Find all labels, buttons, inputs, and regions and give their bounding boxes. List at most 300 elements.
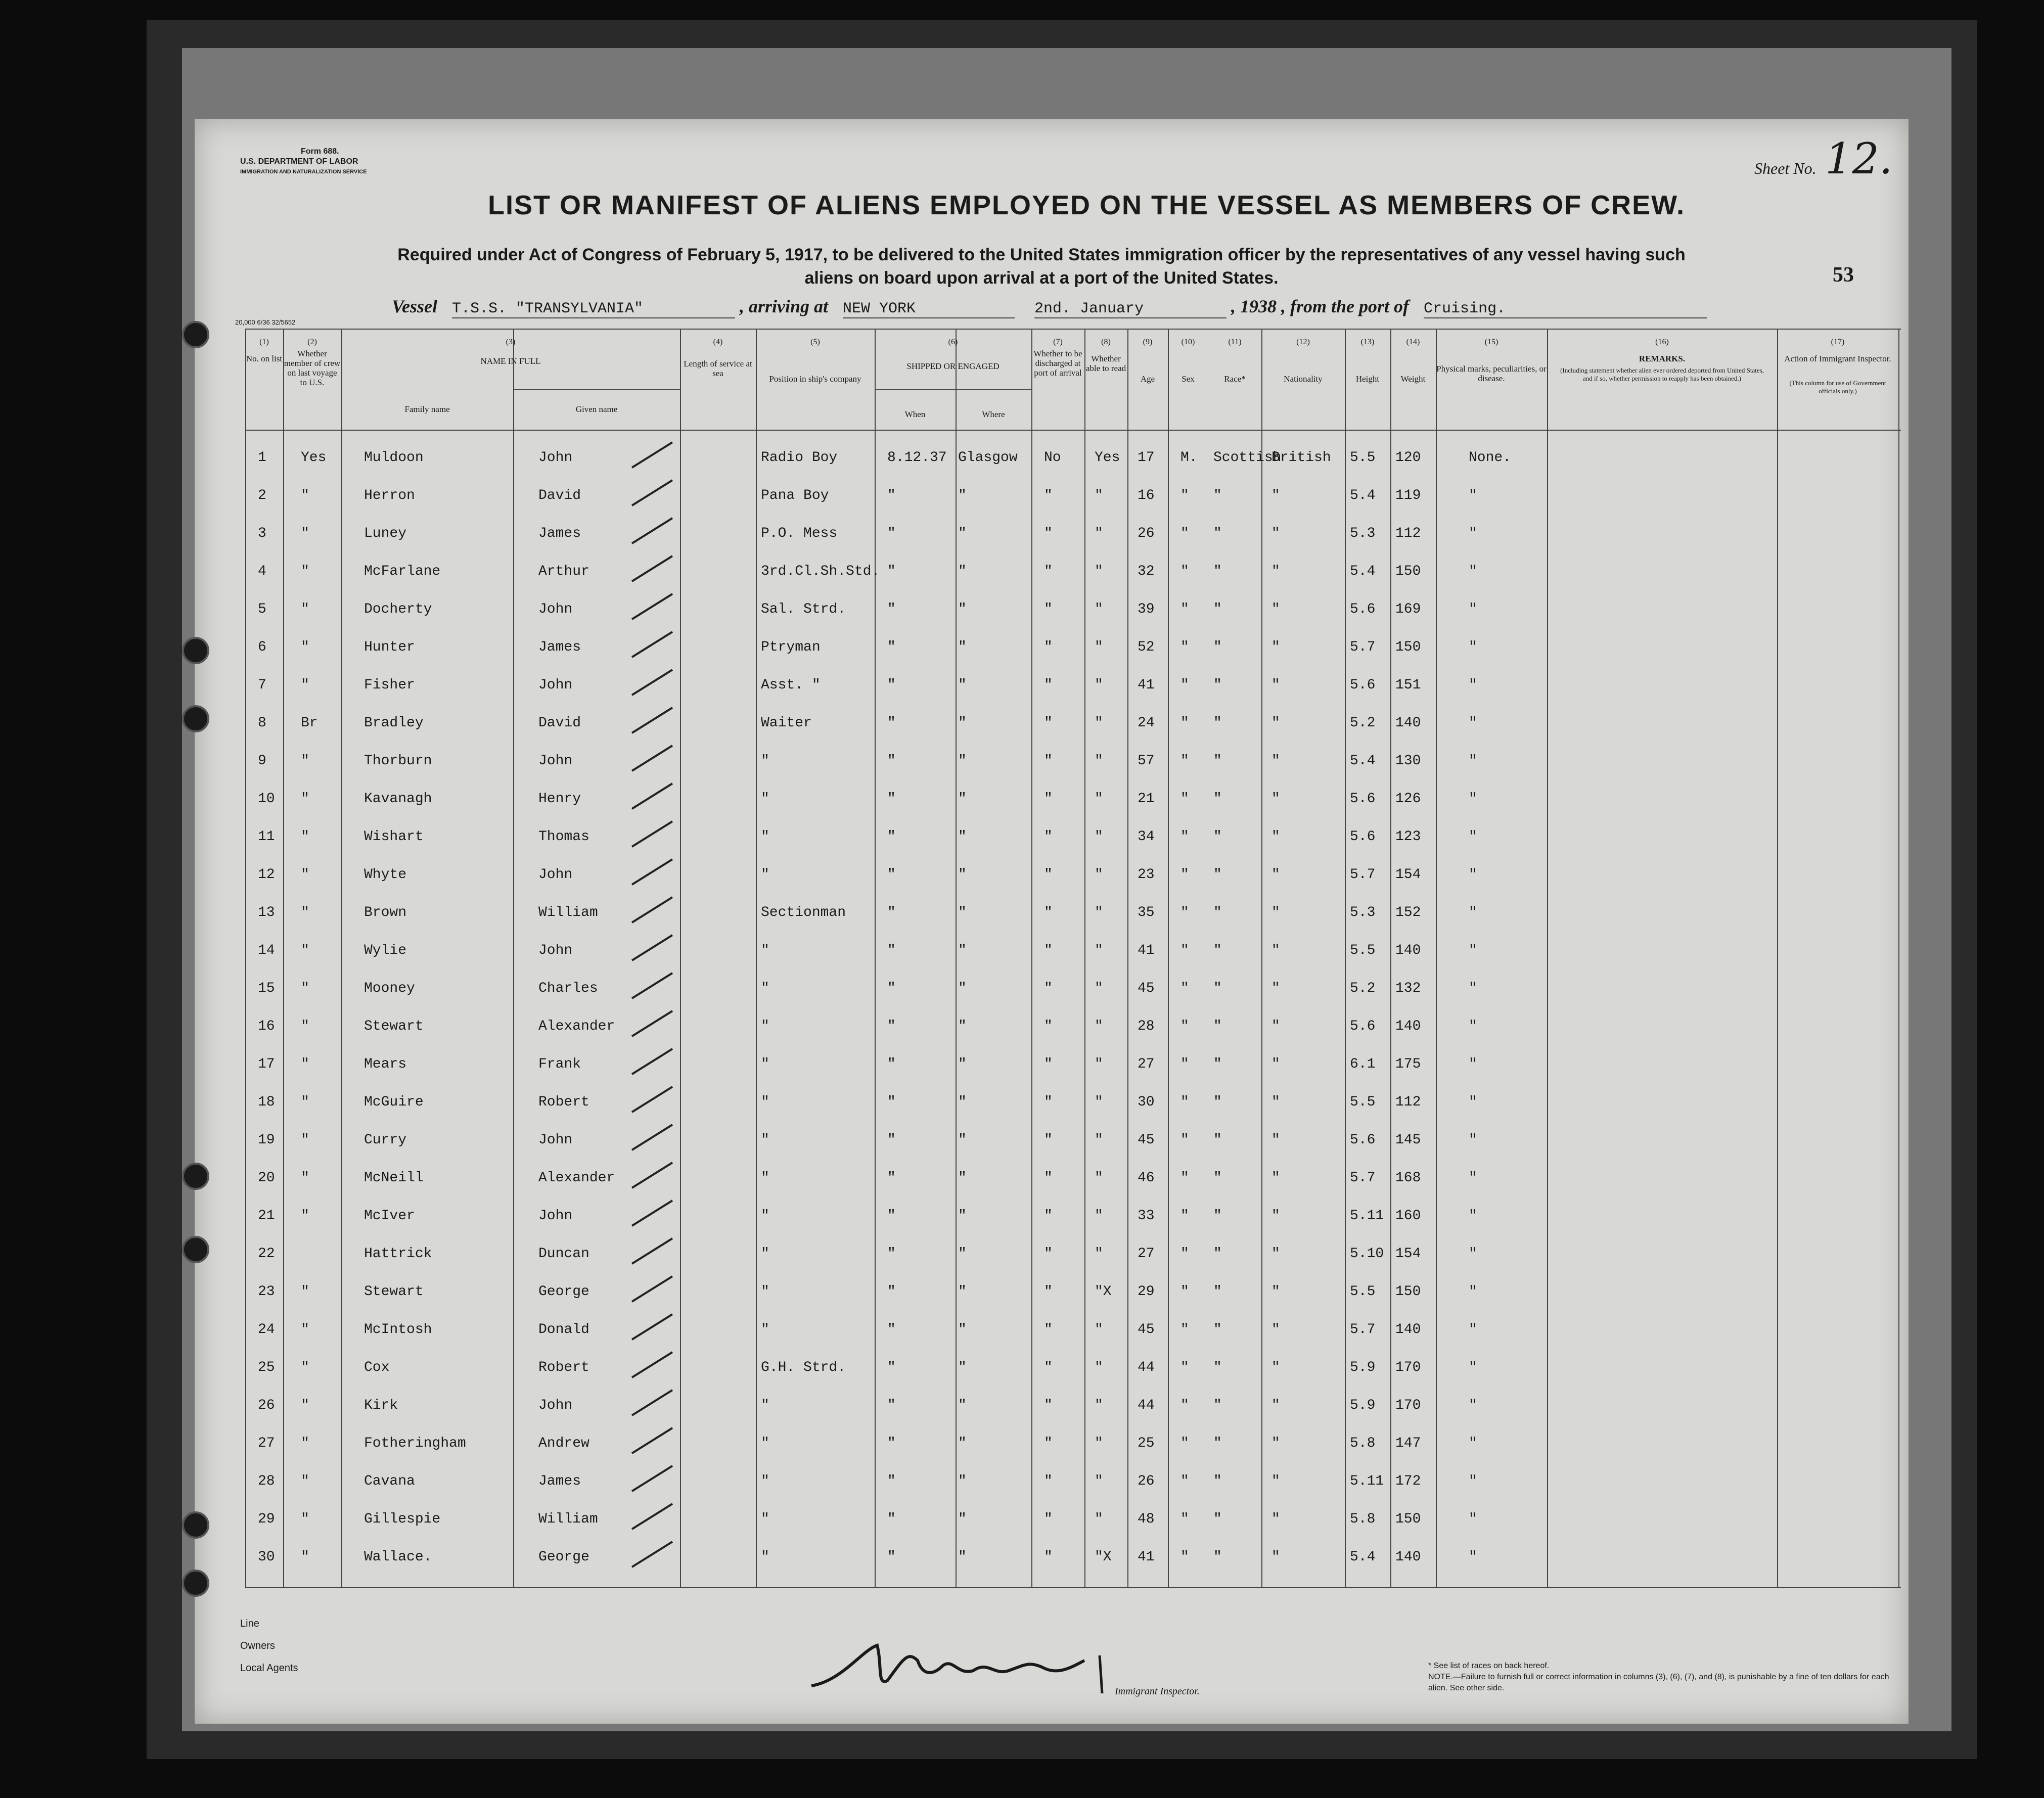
discharged-cell: " — [1044, 905, 1053, 920]
weight-cell: 140 — [1395, 715, 1421, 731]
prior-voyage-cell: " — [301, 1473, 309, 1489]
able-to-read-cell: " — [1095, 1170, 1103, 1186]
punch-hole — [182, 1163, 209, 1190]
col1-number: (1) — [259, 338, 269, 346]
shipped-when-cell: " — [887, 905, 896, 920]
age-cell: 45 — [1138, 1322, 1155, 1338]
given-name-cell: John — [538, 1132, 573, 1148]
height-cell: 5.8 — [1350, 1511, 1376, 1527]
check-mark-icon — [629, 705, 675, 735]
shipped-where-cell: " — [958, 1549, 967, 1565]
nationality-cell: " — [1271, 1132, 1280, 1148]
height-cell: 5.4 — [1350, 1549, 1376, 1565]
table-row — [245, 1056, 1901, 1092]
weight-cell: 175 — [1395, 1056, 1421, 1072]
sex-cell: " — [1180, 1398, 1189, 1413]
discharged-cell: " — [1044, 639, 1053, 655]
height-cell: 5.6 — [1350, 677, 1376, 693]
physical-marks-cell: " — [1469, 1473, 1477, 1489]
sex-cell: " — [1180, 943, 1189, 958]
row-number-cell: 23 — [258, 1284, 275, 1300]
discharged-cell: " — [1044, 1549, 1053, 1565]
sex-cell: " — [1180, 1170, 1189, 1186]
physical-marks-cell: " — [1469, 1360, 1477, 1375]
position-cell: " — [761, 829, 769, 845]
shipped-when-cell: " — [887, 1322, 896, 1338]
position-cell: Sal. Strd. — [761, 602, 846, 617]
col13-head: Height — [1355, 374, 1380, 384]
table-row — [245, 1549, 1901, 1585]
physical-marks-cell: " — [1469, 829, 1477, 845]
col12-number: (12) — [1296, 338, 1310, 346]
race-cell: " — [1213, 981, 1222, 996]
check-mark-icon — [629, 1463, 675, 1494]
given-name-cell: Henry — [538, 791, 581, 807]
when-head: When — [904, 409, 926, 419]
prior-voyage-cell: Yes — [301, 450, 327, 466]
race-cell: " — [1213, 1511, 1222, 1527]
shipped-where-cell: " — [958, 1473, 967, 1489]
physical-marks-cell: " — [1469, 1246, 1477, 1262]
sex-cell: " — [1180, 1056, 1189, 1072]
sex-cell: " — [1180, 981, 1189, 996]
table-row — [245, 677, 1901, 713]
nationality-cell: " — [1271, 1360, 1280, 1375]
age-cell: 28 — [1138, 1019, 1155, 1034]
nationality-cell: " — [1271, 791, 1280, 807]
family-name-cell: Luney — [364, 526, 407, 541]
row-number-cell: 2 — [258, 488, 266, 503]
row-number-cell: 30 — [258, 1549, 275, 1565]
header-divider — [875, 389, 1031, 390]
col8-number: (8) — [1101, 338, 1111, 346]
discharged-cell: No — [1044, 450, 1061, 466]
given-name-cell: David — [538, 715, 581, 731]
row-number-cell: 8 — [258, 715, 266, 731]
race-cell: " — [1213, 1208, 1222, 1224]
sex-cell: " — [1180, 1208, 1189, 1224]
able-to-read-cell: " — [1095, 791, 1103, 807]
nationality-cell: " — [1271, 1019, 1280, 1034]
sex-cell: " — [1180, 526, 1189, 541]
height-cell: 5.11 — [1350, 1473, 1384, 1489]
row-number-cell: 21 — [258, 1208, 275, 1224]
given-name-cell: John — [538, 450, 573, 466]
table-row — [245, 905, 1901, 940]
weight-cell: 132 — [1395, 981, 1421, 996]
check-mark-icon — [629, 1501, 675, 1532]
able-to-read-cell: " — [1095, 639, 1103, 655]
able-to-read-cell: " — [1095, 1360, 1103, 1375]
nationality-cell: " — [1271, 1549, 1280, 1565]
given-name-cell: Robert — [538, 1360, 589, 1375]
line-label: Line — [240, 1618, 259, 1629]
able-to-read-cell: " — [1095, 564, 1103, 579]
shipped-where-cell: " — [958, 1019, 967, 1034]
physical-marks-cell: " — [1469, 753, 1477, 769]
race-cell: " — [1213, 1322, 1222, 1338]
shipped-when-cell: " — [887, 1436, 896, 1451]
department-name: U.S. DEPARTMENT OF LABOR — [240, 157, 358, 166]
given-name-cell: Robert — [538, 1094, 589, 1110]
table-rule — [245, 430, 1901, 431]
discharged-cell: " — [1044, 1436, 1053, 1451]
col2-head: Whether member of crew on last voyage to U.S. — [284, 349, 341, 387]
position-cell: " — [761, 1208, 769, 1224]
physical-marks-cell: " — [1469, 905, 1477, 920]
where-head: Where — [982, 409, 1005, 419]
col3-head: NAME IN FULL — [480, 356, 541, 366]
physical-marks-cell: " — [1469, 1549, 1477, 1565]
race-cell: " — [1213, 1549, 1222, 1565]
discharged-cell: " — [1044, 564, 1053, 579]
age-cell: 26 — [1138, 1473, 1155, 1489]
given-name-cell: John — [538, 602, 573, 617]
inspector-label: Immigrant Inspector. — [1115, 1686, 1200, 1697]
shipped-where-cell: " — [958, 602, 967, 617]
family-name-cell: Muldoon — [364, 450, 424, 466]
row-number-cell: 19 — [258, 1132, 275, 1148]
col9-head: Age — [1140, 374, 1155, 384]
given-name-cell: Frank — [538, 1056, 581, 1072]
given-name-cell: David — [538, 488, 581, 503]
shipped-where-cell: " — [958, 715, 967, 731]
given-name-cell: John — [538, 677, 573, 693]
position-cell: " — [761, 1473, 769, 1489]
check-mark-icon — [629, 440, 675, 470]
position-cell: " — [761, 1019, 769, 1034]
row-number-cell: 1 — [258, 450, 266, 466]
position-cell: " — [761, 1322, 769, 1338]
document-title: LIST OR MANIFEST OF ALIENS EMPLOYED ON THE VESSEL AS MEMBERS OF CREW. — [488, 190, 1686, 220]
position-cell: Sectionman — [761, 905, 846, 920]
height-cell: 5.7 — [1350, 867, 1376, 883]
able-to-read-cell: " — [1095, 1094, 1103, 1110]
check-mark-icon — [629, 1388, 675, 1418]
family-name-cell: Wylie — [364, 943, 407, 958]
race-cell: " — [1213, 1132, 1222, 1148]
table-row — [245, 1019, 1901, 1054]
weight-cell: 154 — [1395, 867, 1421, 883]
weight-cell: 140 — [1395, 1322, 1421, 1338]
sheet-number: 12. — [1825, 134, 1893, 183]
col14-head: Weight — [1400, 374, 1426, 384]
col12-head: Nationality — [1284, 374, 1323, 384]
shipped-where-cell: " — [958, 1132, 967, 1148]
row-number-cell: 3 — [258, 526, 266, 541]
nationality-cell: " — [1271, 677, 1280, 693]
check-mark-icon — [629, 1008, 675, 1039]
col10-head: Sex — [1182, 374, 1195, 384]
family-name-cell: Kavanagh — [364, 791, 432, 807]
position-cell: " — [761, 1549, 769, 1565]
shipped-when-cell: " — [887, 1511, 896, 1527]
service-name: IMMIGRATION AND NATURALIZATION SERVICE — [240, 169, 367, 175]
manifest-table — [245, 329, 1901, 1587]
punch-hole — [182, 637, 209, 664]
prior-voyage-cell: " — [301, 1056, 309, 1072]
able-to-read-cell: " — [1095, 715, 1103, 731]
age-cell: 45 — [1138, 981, 1155, 996]
discharged-cell: " — [1044, 1284, 1053, 1300]
table-row — [245, 450, 1901, 485]
position-cell: " — [761, 943, 769, 958]
shipped-where-cell: " — [958, 1398, 967, 1413]
family-name-cell: Stewart — [364, 1284, 424, 1300]
able-to-read-cell: " — [1095, 1208, 1103, 1224]
given-name-cell: John — [538, 943, 573, 958]
shipped-when-cell: " — [887, 1056, 896, 1072]
family-name-cell: Curry — [364, 1132, 407, 1148]
weight-cell: 172 — [1395, 1473, 1421, 1489]
check-mark-icon — [629, 1084, 675, 1115]
table-row — [245, 1473, 1901, 1509]
height-cell: 5.6 — [1350, 1019, 1376, 1034]
age-cell: 52 — [1138, 639, 1155, 655]
table-row — [245, 564, 1901, 599]
given-name-cell: William — [538, 905, 598, 920]
age-cell: 57 — [1138, 753, 1155, 769]
nationality-cell: " — [1271, 1170, 1280, 1186]
physical-marks-cell: " — [1469, 677, 1477, 693]
age-cell: 23 — [1138, 867, 1155, 883]
race-cell: " — [1213, 1360, 1222, 1375]
discharged-cell: " — [1044, 1246, 1053, 1262]
physical-marks-cell: " — [1469, 1322, 1477, 1338]
check-mark-icon — [629, 516, 675, 546]
able-to-read-cell: " — [1095, 1056, 1103, 1072]
check-mark-icon — [629, 554, 675, 584]
col17-number: (17) — [1831, 338, 1845, 346]
family-name-cell: Bradley — [364, 715, 424, 731]
from-port-label: , from the port of — [1281, 296, 1410, 316]
family-name-cell: Docherty — [364, 602, 432, 617]
table-row — [245, 1208, 1901, 1243]
prior-voyage-cell: " — [301, 639, 309, 655]
row-number-cell: 13 — [258, 905, 275, 920]
discharged-cell: " — [1044, 1322, 1053, 1338]
fine-note: NOTE.—Failure to furnish full or correct information in columns (3), (6), (7), and (8), is punishable by a fine of ten dollars for each alien. See other side. — [1428, 1673, 1889, 1692]
sex-cell: " — [1180, 1436, 1189, 1451]
prior-voyage-cell: " — [301, 1132, 309, 1148]
nationality-cell: " — [1271, 905, 1280, 920]
table-row — [245, 1322, 1901, 1357]
row-number-cell: 11 — [258, 829, 275, 845]
able-to-read-cell: " — [1095, 1511, 1103, 1527]
check-mark-icon — [629, 1160, 675, 1190]
col5-number: (5) — [810, 338, 820, 346]
table-row — [245, 753, 1901, 789]
able-to-read-cell: " — [1095, 753, 1103, 769]
position-cell: " — [761, 791, 769, 807]
position-cell: Waiter — [761, 715, 812, 731]
arrival-date: 2nd. January — [1034, 300, 1227, 318]
race-cell: " — [1213, 1170, 1222, 1186]
weight-cell: 152 — [1395, 905, 1421, 920]
discharged-cell: " — [1044, 1056, 1053, 1072]
shipped-where-cell: " — [958, 791, 967, 807]
punch-hole — [182, 321, 209, 348]
weight-cell: 145 — [1395, 1132, 1421, 1148]
table-row — [245, 1246, 1901, 1281]
row-number-cell: 26 — [258, 1398, 275, 1413]
weight-cell: 112 — [1395, 1094, 1421, 1110]
prior-voyage-cell: " — [301, 1549, 309, 1565]
family-name-cell: Stewart — [364, 1019, 424, 1034]
discharged-cell: " — [1044, 943, 1053, 958]
height-cell: 5.7 — [1350, 1170, 1376, 1186]
physical-marks-cell: " — [1469, 981, 1477, 996]
position-cell: " — [761, 1436, 769, 1451]
table-row — [245, 1511, 1901, 1547]
shipped-where-cell: " — [958, 829, 967, 845]
footer-note — [1428, 1661, 1903, 1694]
arriving-label: , arriving at — [740, 296, 829, 316]
form-number: Form 688. — [301, 147, 339, 156]
table-row — [245, 943, 1901, 978]
col7-number: (7) — [1053, 338, 1063, 346]
shipped-when-cell: " — [887, 1019, 896, 1034]
weight-cell: 168 — [1395, 1170, 1421, 1186]
document-subtitle: Required under Act of Congress of February 5, 1917, to be delivered to the United States immigration officer by the representatives of any vessel having such aliens on board upon arrival at a port of the United States. — [397, 245, 1686, 288]
row-number-cell: 25 — [258, 1360, 275, 1375]
age-cell: 29 — [1138, 1284, 1155, 1300]
prior-voyage-cell: Br — [301, 715, 318, 731]
table-row — [245, 867, 1901, 902]
shipped-where-cell: " — [958, 1208, 967, 1224]
discharged-cell: " — [1044, 1208, 1053, 1224]
able-to-read-cell: " — [1095, 602, 1103, 617]
weight-cell: 120 — [1395, 450, 1421, 466]
weight-cell: 147 — [1395, 1436, 1421, 1451]
check-mark-icon — [629, 857, 675, 887]
row-number-cell: 4 — [258, 564, 266, 579]
nationality-cell: " — [1271, 1436, 1280, 1451]
able-to-read-cell: "X — [1095, 1284, 1112, 1300]
position-cell: " — [761, 1170, 769, 1186]
weight-cell: 170 — [1395, 1360, 1421, 1375]
physical-marks-cell: " — [1469, 1511, 1477, 1527]
weight-cell: 170 — [1395, 1398, 1421, 1413]
shipped-when-cell: " — [887, 1360, 896, 1375]
race-cell: " — [1213, 1246, 1222, 1262]
shipped-when-cell: " — [887, 1246, 896, 1262]
shipped-where-cell: " — [958, 1170, 967, 1186]
vessel-line — [392, 296, 1707, 318]
family-name-cell: Brown — [364, 905, 407, 920]
position-cell: " — [761, 1511, 769, 1527]
discharged-cell: " — [1044, 753, 1053, 769]
physical-marks-cell: " — [1469, 1398, 1477, 1413]
shipped-when-cell: " — [887, 943, 896, 958]
age-cell: 35 — [1138, 905, 1155, 920]
able-to-read-cell: " — [1095, 1322, 1103, 1338]
nationality-cell: " — [1271, 1094, 1280, 1110]
local-agents-label: Local Agents — [240, 1663, 298, 1674]
shipped-where-cell: " — [958, 1246, 967, 1262]
row-number-cell: 10 — [258, 791, 275, 807]
physical-marks-cell: None. — [1469, 450, 1512, 466]
age-cell: 25 — [1138, 1436, 1155, 1451]
shipped-when-cell: " — [887, 677, 896, 693]
age-cell: 24 — [1138, 715, 1155, 731]
nationality-cell: " — [1271, 526, 1280, 541]
given-name-cell: Duncan — [538, 1246, 589, 1262]
col7-head: Whether to be discharged at port of arrival — [1033, 349, 1082, 378]
shipped-where-cell: " — [958, 943, 967, 958]
col17-note: (This column for use of Government officials only.) — [1789, 379, 1886, 395]
table-row — [245, 829, 1901, 864]
weight-cell: 154 — [1395, 1246, 1421, 1262]
family-name-cell: Thorburn — [364, 753, 432, 769]
given-name-cell: James — [538, 1473, 581, 1489]
able-to-read-cell: " — [1095, 905, 1103, 920]
nationality-cell: " — [1271, 1284, 1280, 1300]
sex-cell: " — [1180, 564, 1189, 579]
race-cell: " — [1213, 1019, 1222, 1034]
race-cell: " — [1213, 639, 1222, 655]
vessel-label: Vessel — [392, 296, 437, 316]
family-name-cell: McIver — [364, 1208, 415, 1224]
age-cell: 21 — [1138, 791, 1155, 807]
prior-voyage-cell: " — [301, 1170, 309, 1186]
age-cell: 33 — [1138, 1208, 1155, 1224]
family-name-cell: Fotheringham — [364, 1436, 466, 1451]
row-number-cell: 18 — [258, 1094, 275, 1110]
sex-cell: " — [1180, 602, 1189, 617]
race-cell: " — [1213, 526, 1222, 541]
col1-head: No. on list — [246, 354, 283, 363]
weight-cell: 160 — [1395, 1208, 1421, 1224]
physical-marks-cell: " — [1469, 1056, 1477, 1072]
position-cell: " — [761, 1398, 769, 1413]
race-cell: " — [1213, 905, 1222, 920]
footer-labels — [240, 1612, 298, 1679]
race-cell: " — [1213, 829, 1222, 845]
shipped-when-cell: " — [887, 715, 896, 731]
row-number-cell: 7 — [258, 677, 266, 693]
shipped-when-cell: " — [887, 829, 896, 845]
prior-voyage-cell: " — [301, 1436, 309, 1451]
sex-cell: " — [1180, 753, 1189, 769]
age-cell: 32 — [1138, 564, 1155, 579]
shipped-where-cell: " — [958, 677, 967, 693]
prior-voyage-cell: " — [301, 791, 309, 807]
punch-hole — [182, 1570, 209, 1597]
table-row — [245, 791, 1901, 826]
weight-cell: 140 — [1395, 943, 1421, 958]
race-cell: " — [1213, 602, 1222, 617]
height-cell: 5.4 — [1350, 488, 1376, 503]
family-name-cell: Gillespie — [364, 1511, 441, 1527]
row-number-cell: 28 — [258, 1473, 275, 1489]
col2-number: (2) — [307, 338, 317, 346]
prior-voyage-cell: " — [301, 1360, 309, 1375]
physical-marks-cell: " — [1469, 791, 1477, 807]
shipped-when-cell: " — [887, 602, 896, 617]
able-to-read-cell: " — [1095, 829, 1103, 845]
prior-voyage-cell: " — [301, 943, 309, 958]
nationality-cell: " — [1271, 1398, 1280, 1413]
shipped-where-cell: " — [958, 526, 967, 541]
nationality-cell: " — [1271, 715, 1280, 731]
given-name-cell: Thomas — [538, 829, 589, 845]
nationality-cell: " — [1271, 1473, 1280, 1489]
prior-voyage-cell: " — [301, 677, 309, 693]
col4-head: Length of service at sea — [684, 359, 752, 378]
height-cell: 5.5 — [1350, 1094, 1376, 1110]
nationality-cell: " — [1271, 981, 1280, 996]
